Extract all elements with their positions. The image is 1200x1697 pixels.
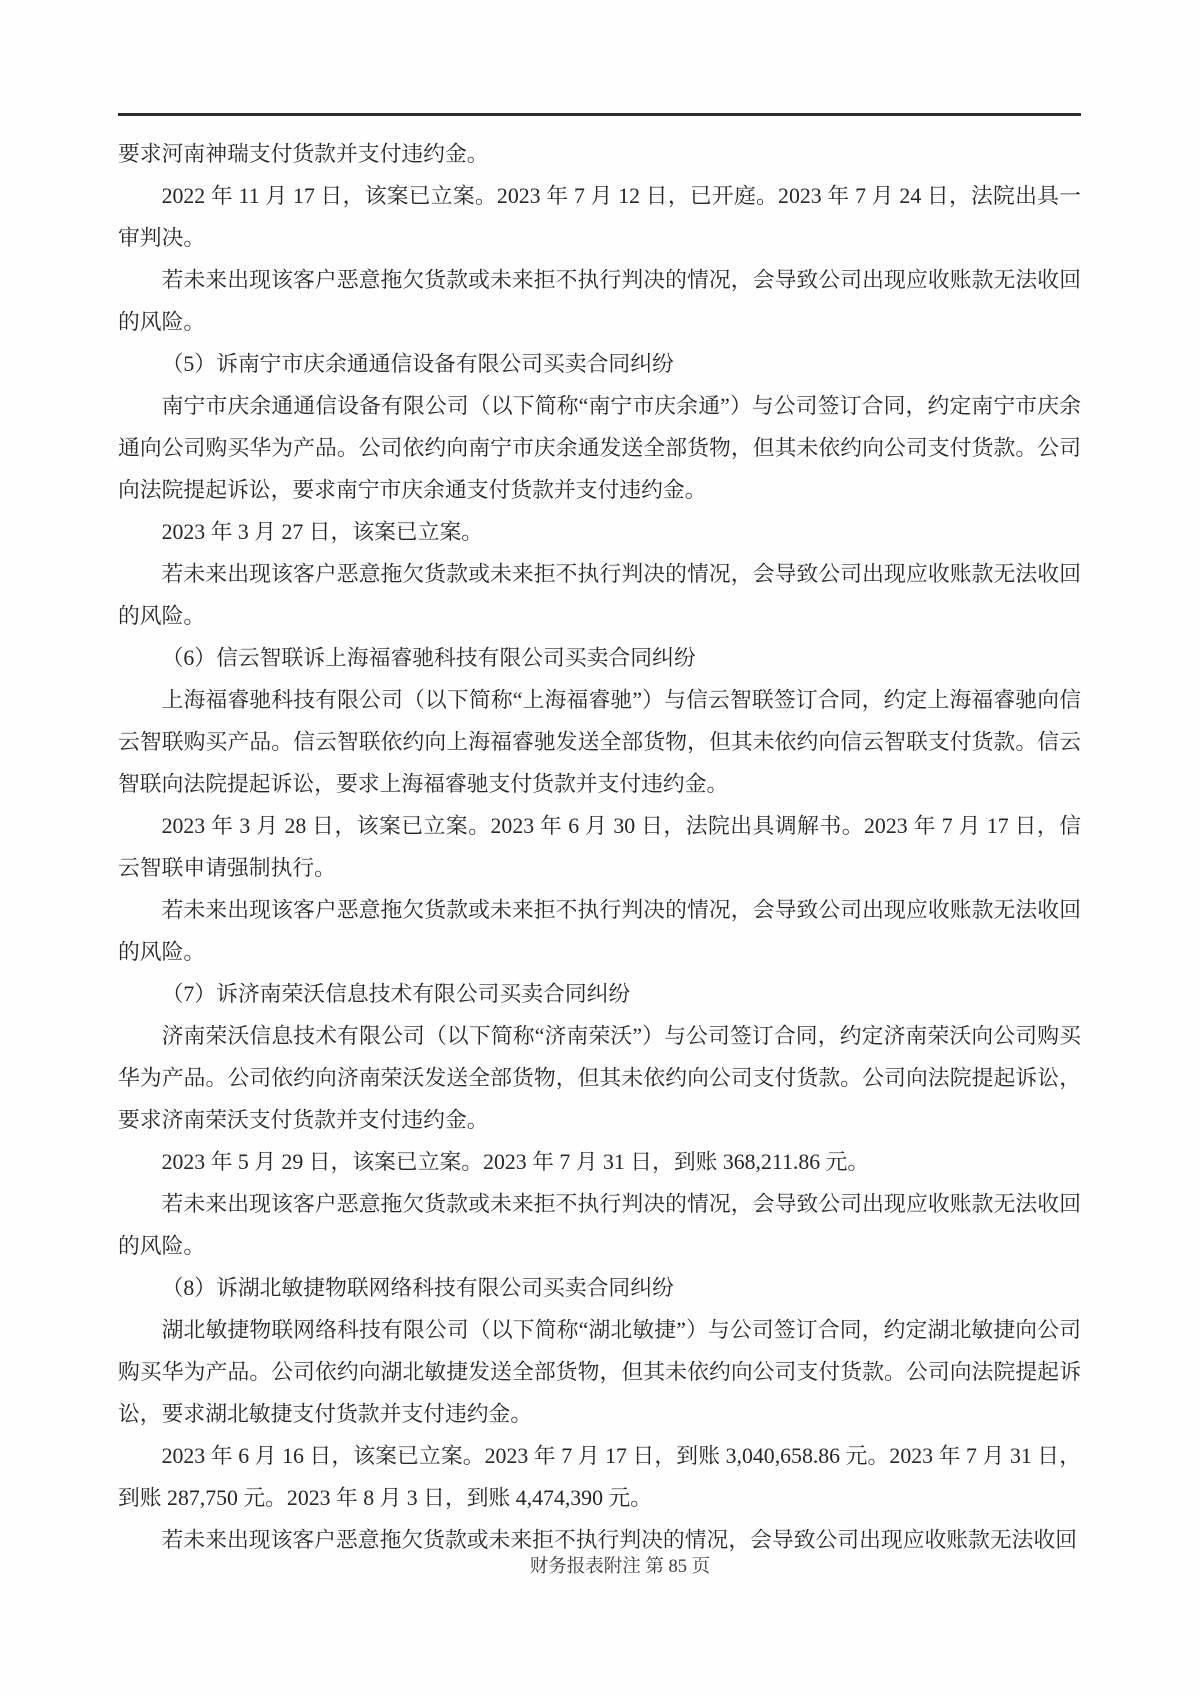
case-dates-paragraph: 2023 年 6 月 16 日，该案已立案。2023 年 7 月 17 日，到账 3,040,658.86 元。2023 年 7 月 31 日，到账 287,750 元。2023 年 8 月 3 日，到账 4,474,390 元。 bbox=[118, 1444, 1081, 1510]
risk-paragraph: 若未来出现该客户恶意拖欠货款或未来拒不执行判决的情况，会导致公司出现应收账款无法收回的风险。 bbox=[118, 898, 1081, 964]
case-dates-paragraph: 2023 年 3 月 28 日，该案已立案。2023 年 6 月 30 日，法院出具调解书。2023 年 7 月 17 日，信云智联申请强制执行。 bbox=[118, 814, 1081, 880]
header-rule bbox=[118, 113, 1081, 116]
case-dates-paragraph: 2023 年 5 月 29 日，该案已立案。2023 年 7 月 31 日，到账 368,211.86 元。 bbox=[161, 1150, 870, 1174]
case-description-paragraph: 济南荣沃信息技术有限公司（以下简称“济南荣沃”）与公司签订合同，约定济南荣沃向公司购买华为产品。公司依约向济南荣沃发送全部货物，但其未依约向公司支付货款。公司向法院提起诉讼，要求济南荣沃支付货款并支付违约金。 bbox=[118, 1024, 1081, 1132]
risk-paragraph: 若未来出现该客户恶意拖欠货款或未来拒不执行判决的情况，会导致公司出现应收账款无法收回的风险。 bbox=[118, 1192, 1081, 1258]
case-title: （7）诉济南荣沃信息技术有限公司买卖合同纠纷 bbox=[161, 982, 631, 1006]
case-dates-paragraph: 2022 年 11 月 17 日，该案已立案。2023 年 7 月 12 日，已开庭。2023 年 7 月 24 日，法院出具一审判决。 bbox=[118, 184, 1081, 250]
case-title: （8）诉湖北敏捷物联网络科技有限公司买卖合同纠纷 bbox=[161, 1276, 674, 1300]
case-dates-paragraph: 2023 年 3 月 27 日，该案已立案。 bbox=[161, 520, 484, 544]
case-description-paragraph: 上海福睿驰科技有限公司（以下简称“上海福睿驰”）与信云智联签订合同，约定上海福睿驰向信云智联购买产品。信云智联依约向上海福睿驰发送全部货物，但其未依约向信云智联支付货款。信云智联向法院提起诉讼，要求上海福睿驰支付货款并支付违约金。 bbox=[118, 688, 1081, 796]
page-footer bbox=[0, 1553, 1200, 1581]
footer-page-label: 财务报表附注 第 85 页 bbox=[529, 1557, 711, 1577]
case-description-paragraph: 湖北敏捷物联网络科技有限公司（以下简称“湖北敏捷”）与公司签订合同，约定湖北敏捷向公司购买华为产品。公司依约向湖北敏捷发送全部货物，但其未依约向公司支付货款。公司向法院提起诉讼，要求湖北敏捷支付货款并支付违约金。 bbox=[118, 1318, 1081, 1426]
risk-paragraph: 若未来出现该客户恶意拖欠货款或未来拒不执行判决的情况，会导致公司出现应收账款无法收回的风险。 bbox=[118, 268, 1081, 334]
risk-paragraph-truncated: 若未来出现该客户恶意拖欠货款或未来拒不执行判决的情况，会导致公司出现应收账款无法收回 bbox=[161, 1528, 1078, 1552]
body-paragraph-continuation: 要求河南神瑞支付货款并支付违约金。 bbox=[118, 142, 489, 166]
case-title: （6）信云智联诉上海福睿驰科技有限公司买卖合同纠纷 bbox=[161, 646, 696, 670]
risk-paragraph: 若未来出现该客户恶意拖欠货款或未来拒不执行判决的情况，会导致公司出现应收账款无法收回的风险。 bbox=[118, 562, 1081, 628]
case-title: （5）诉南宁市庆余通通信设备有限公司买卖合同纠纷 bbox=[161, 352, 674, 376]
case-description-paragraph: 南宁市庆余通通信设备有限公司（以下简称“南宁市庆余通”）与公司签订合同，约定南宁市庆余通向公司购买华为产品。公司依约向南宁市庆余通发送全部货物，但其未依约向公司支付货款。公司向法院提起诉讼，要求南宁市庆余通支付货款并支付违约金。 bbox=[118, 394, 1081, 502]
document-body bbox=[118, 133, 1081, 1561]
